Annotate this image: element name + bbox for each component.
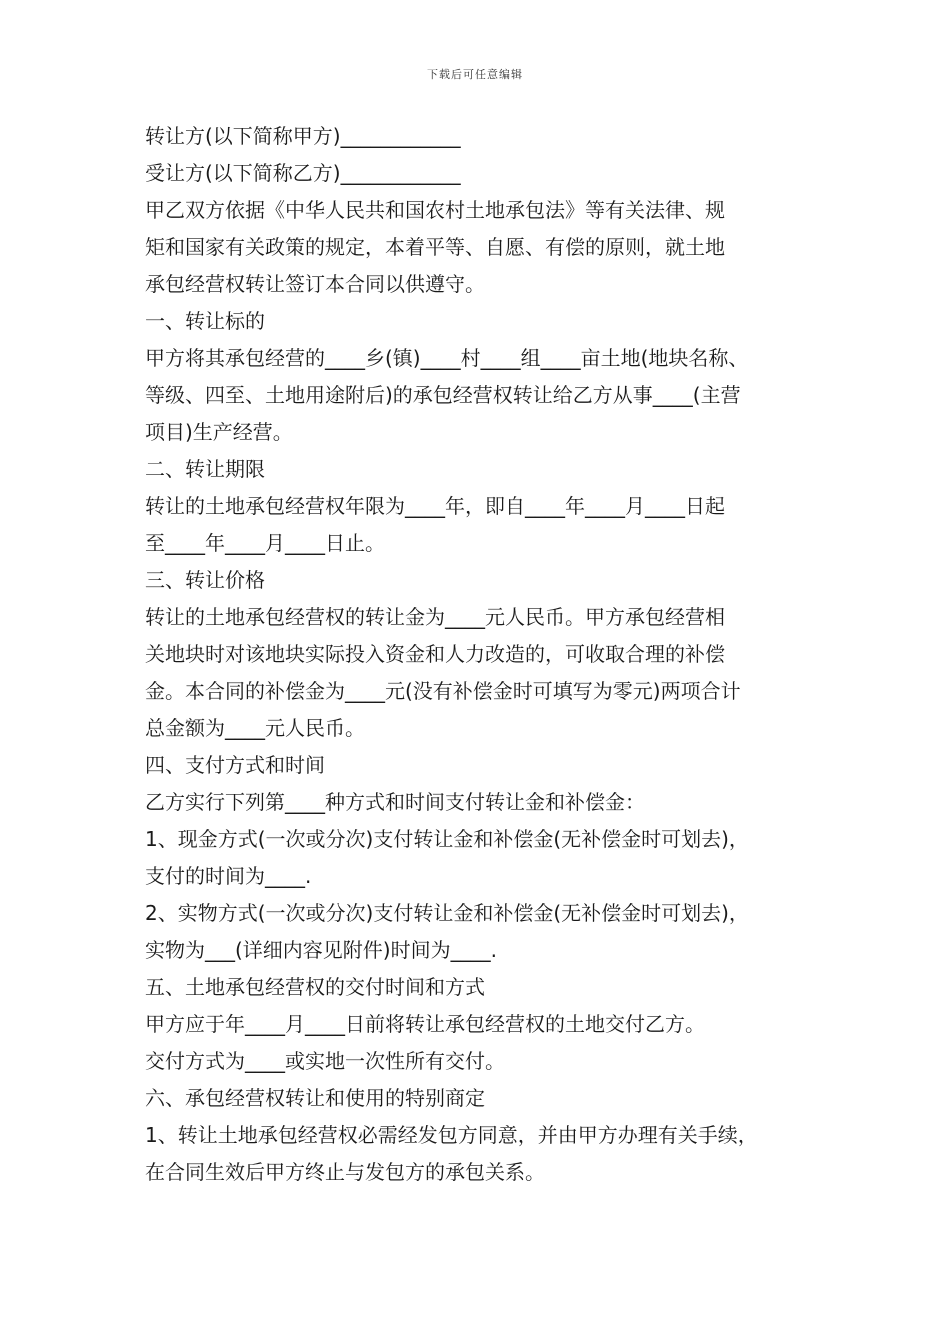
section-heading-3: 三、转让价格	[145, 568, 265, 592]
section-4-item-1-line-2: 支付的时间为____.	[145, 864, 312, 888]
preamble-line-3: 承包经营权转让签订本合同以供遵守。	[145, 272, 485, 296]
section-heading-5: 五、土地承包经营权的交付时间和方式	[145, 975, 485, 999]
section-1-line-2: 等级、四至、土地用途附后)的承包经营权转让给乙方从事____(主营	[145, 383, 741, 407]
section-heading-1: 一、转让标的	[145, 309, 265, 333]
party-b-line: 受让方(以下简称乙方)____________	[145, 161, 461, 185]
section-5-line-1: 甲方应于年____月____日前将转让承包经营权的土地交付乙方。	[145, 1012, 705, 1036]
section-6-item-1-line-2: 在合同生效后甲方终止与发包方的承包关系。	[145, 1160, 545, 1184]
section-3-line-3: 金。本合同的补偿金为____元(没有补偿金时可填写为零元)两项合计	[145, 679, 741, 703]
section-3-line-1: 转让的土地承包经营权的转让金为____元人民币。甲方承包经营相	[145, 605, 725, 629]
preamble-line-2: 矩和国家有关政策的规定，本着平等、自愿、有偿的原则，就土地	[145, 235, 725, 259]
section-5-line-2: 交付方式为____或实地一次性所有交付。	[145, 1049, 505, 1073]
section-3-line-4: 总金额为____元人民币。	[145, 716, 365, 740]
section-heading-2: 二、转让期限	[145, 457, 265, 481]
section-heading-4: 四、支付方式和时间	[145, 753, 325, 777]
contract-body	[145, 118, 815, 1191]
section-1-line-3: 项目)生产经营。	[145, 420, 293, 444]
section-3-line-2: 关地块时对该地块实际投入资金和人力改造的，可收取合理的补偿	[145, 642, 725, 666]
section-4-item-1-line-1: 1、现金方式(一次或分次)支付转让金和补偿金(无补偿金时可划去)，	[145, 827, 749, 851]
section-4-item-2-line-1: 2、实物方式(一次或分次)支付转让金和补偿金(无补偿金时可划去)，	[145, 901, 749, 925]
section-2-line-1: 转让的土地承包经营权年限为____年，即自____年____月____日起	[145, 494, 725, 518]
party-a-line: 转让方(以下简称甲方)____________	[145, 124, 461, 148]
section-1-line-1: 甲方将其承包经营的____乡(镇)____村____组____亩土地(地块名称、	[145, 346, 749, 370]
page-header: 下载后可任意编辑	[427, 68, 523, 81]
section-4-item-2-line-2: 实物为___(详细内容见附件)时间为____.	[145, 938, 497, 962]
section-6-item-1-line-1: 1、转让土地承包经营权必需经发包方同意，并由甲方办理有关手续，	[145, 1123, 758, 1147]
preamble-line-1: 甲乙双方依据《中华人民共和国农村土地承包法》等有关法律、规	[145, 198, 725, 222]
section-2-line-2: 至____年____月____日止。	[145, 531, 385, 555]
section-heading-6: 六、承包经营权转让和使用的特别商定	[145, 1086, 485, 1110]
section-4-line-1: 乙方实行下列第____种方式和时间支付转让金和补偿金：	[145, 790, 645, 814]
